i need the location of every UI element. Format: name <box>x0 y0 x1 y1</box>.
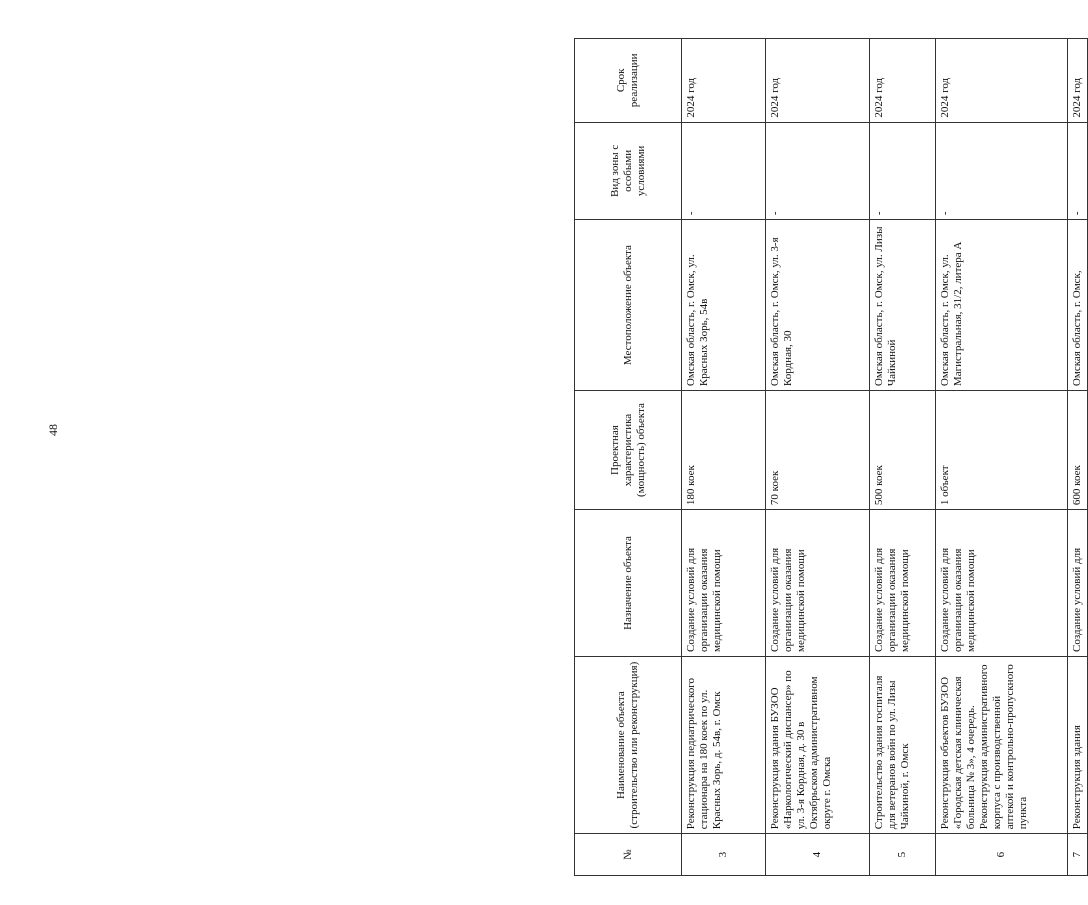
row-name: Реконструкция здания <box>1068 656 1088 833</box>
row-purpose: Создание условий для организации оказания медицинской помощи <box>766 510 870 657</box>
row-purpose: Создание условий для <box>1068 510 1088 657</box>
row-term: 2024 год <box>682 39 766 123</box>
table-row <box>1068 39 1088 876</box>
row-term: 2024 год <box>766 39 870 123</box>
row-capacity: 600 коек <box>1068 391 1088 510</box>
row-num: 7 <box>1068 834 1088 876</box>
header-capacity: Проектная характеристика (мощность) объекта <box>575 391 682 510</box>
objects-table <box>574 38 1088 876</box>
row-zone: - <box>766 122 870 220</box>
header-num: № <box>575 834 682 876</box>
table-row <box>936 39 1068 876</box>
row-capacity: 1 объект <box>936 391 1068 510</box>
table-header-row <box>575 39 682 876</box>
row-purpose: Создание условий для организации оказания медицинской помощи <box>936 510 1068 657</box>
header-zone: Вид зоны с особыми условиями <box>575 122 682 220</box>
row-capacity: 180 коек <box>682 391 766 510</box>
row-purpose: Создание условий для организации оказания медицинской помощи <box>682 510 766 657</box>
row-term: 2024 год <box>936 39 1068 123</box>
row-location: Омская область, г. Омск, ул. Лизы Чайкиной <box>870 220 936 391</box>
row-location: Омская область, г. Омск, <box>1068 220 1088 391</box>
row-num: 3 <box>682 834 766 876</box>
row-term: 2024 год <box>1068 39 1088 123</box>
row-location: Омская область, г. Омск, ул. 3-я Кордная, 30 <box>766 220 870 391</box>
header-purpose: Назначение объекта <box>575 510 682 657</box>
row-zone: - <box>682 122 766 220</box>
table-row <box>870 39 936 876</box>
row-name: Реконструкция здания БУЗОО «Наркологический диспансер» по ул. 3-я Кордная, д. 30 в Октябрьском административном округе г. Омска <box>766 656 870 833</box>
row-name: Строительство здания госпиталя для ветеранов войн по ул. Лизы Чайкиной, г. Омск <box>870 656 936 833</box>
row-location: Омская область, г. Омск, ул. Красных Зорь, 54в <box>682 220 766 391</box>
row-name: Реконструкция объектов БУЗОО «Городская детская клиническая больница № 3», 4 очередь. Реконструкция административного корпуса с производственной аптекой и контрольно-пропускного пункта <box>936 656 1068 833</box>
row-capacity: 70 коек <box>766 391 870 510</box>
row-num: 6 <box>936 834 1068 876</box>
header-location: Местоположение объекта <box>575 220 682 391</box>
header-term: Срок реализации <box>575 39 682 123</box>
page-number: 48 <box>45 424 60 436</box>
row-name: Реконструкция педиатрического стационара на 180 коек по ул. Красных Зорь, д. 54в, г. Омск <box>682 656 766 833</box>
row-location: Омская область, г. Омск, ул. Магистральная, 31/2, литера А <box>936 220 1068 391</box>
row-zone: - <box>870 122 936 220</box>
table-row <box>682 39 766 876</box>
row-zone: - <box>936 122 1068 220</box>
table-row <box>766 39 870 876</box>
row-num: 5 <box>870 834 936 876</box>
row-num: 4 <box>766 834 870 876</box>
header-name: Наименование объекта (строительство или реконструкция) <box>575 656 682 833</box>
row-capacity: 500 коек <box>870 391 936 510</box>
row-purpose: Создание условий для организации оказания медицинской помощи <box>870 510 936 657</box>
row-zone: - <box>1068 122 1088 220</box>
rotated-table-wrapper <box>574 38 1083 876</box>
row-term: 2024 год <box>870 39 936 123</box>
